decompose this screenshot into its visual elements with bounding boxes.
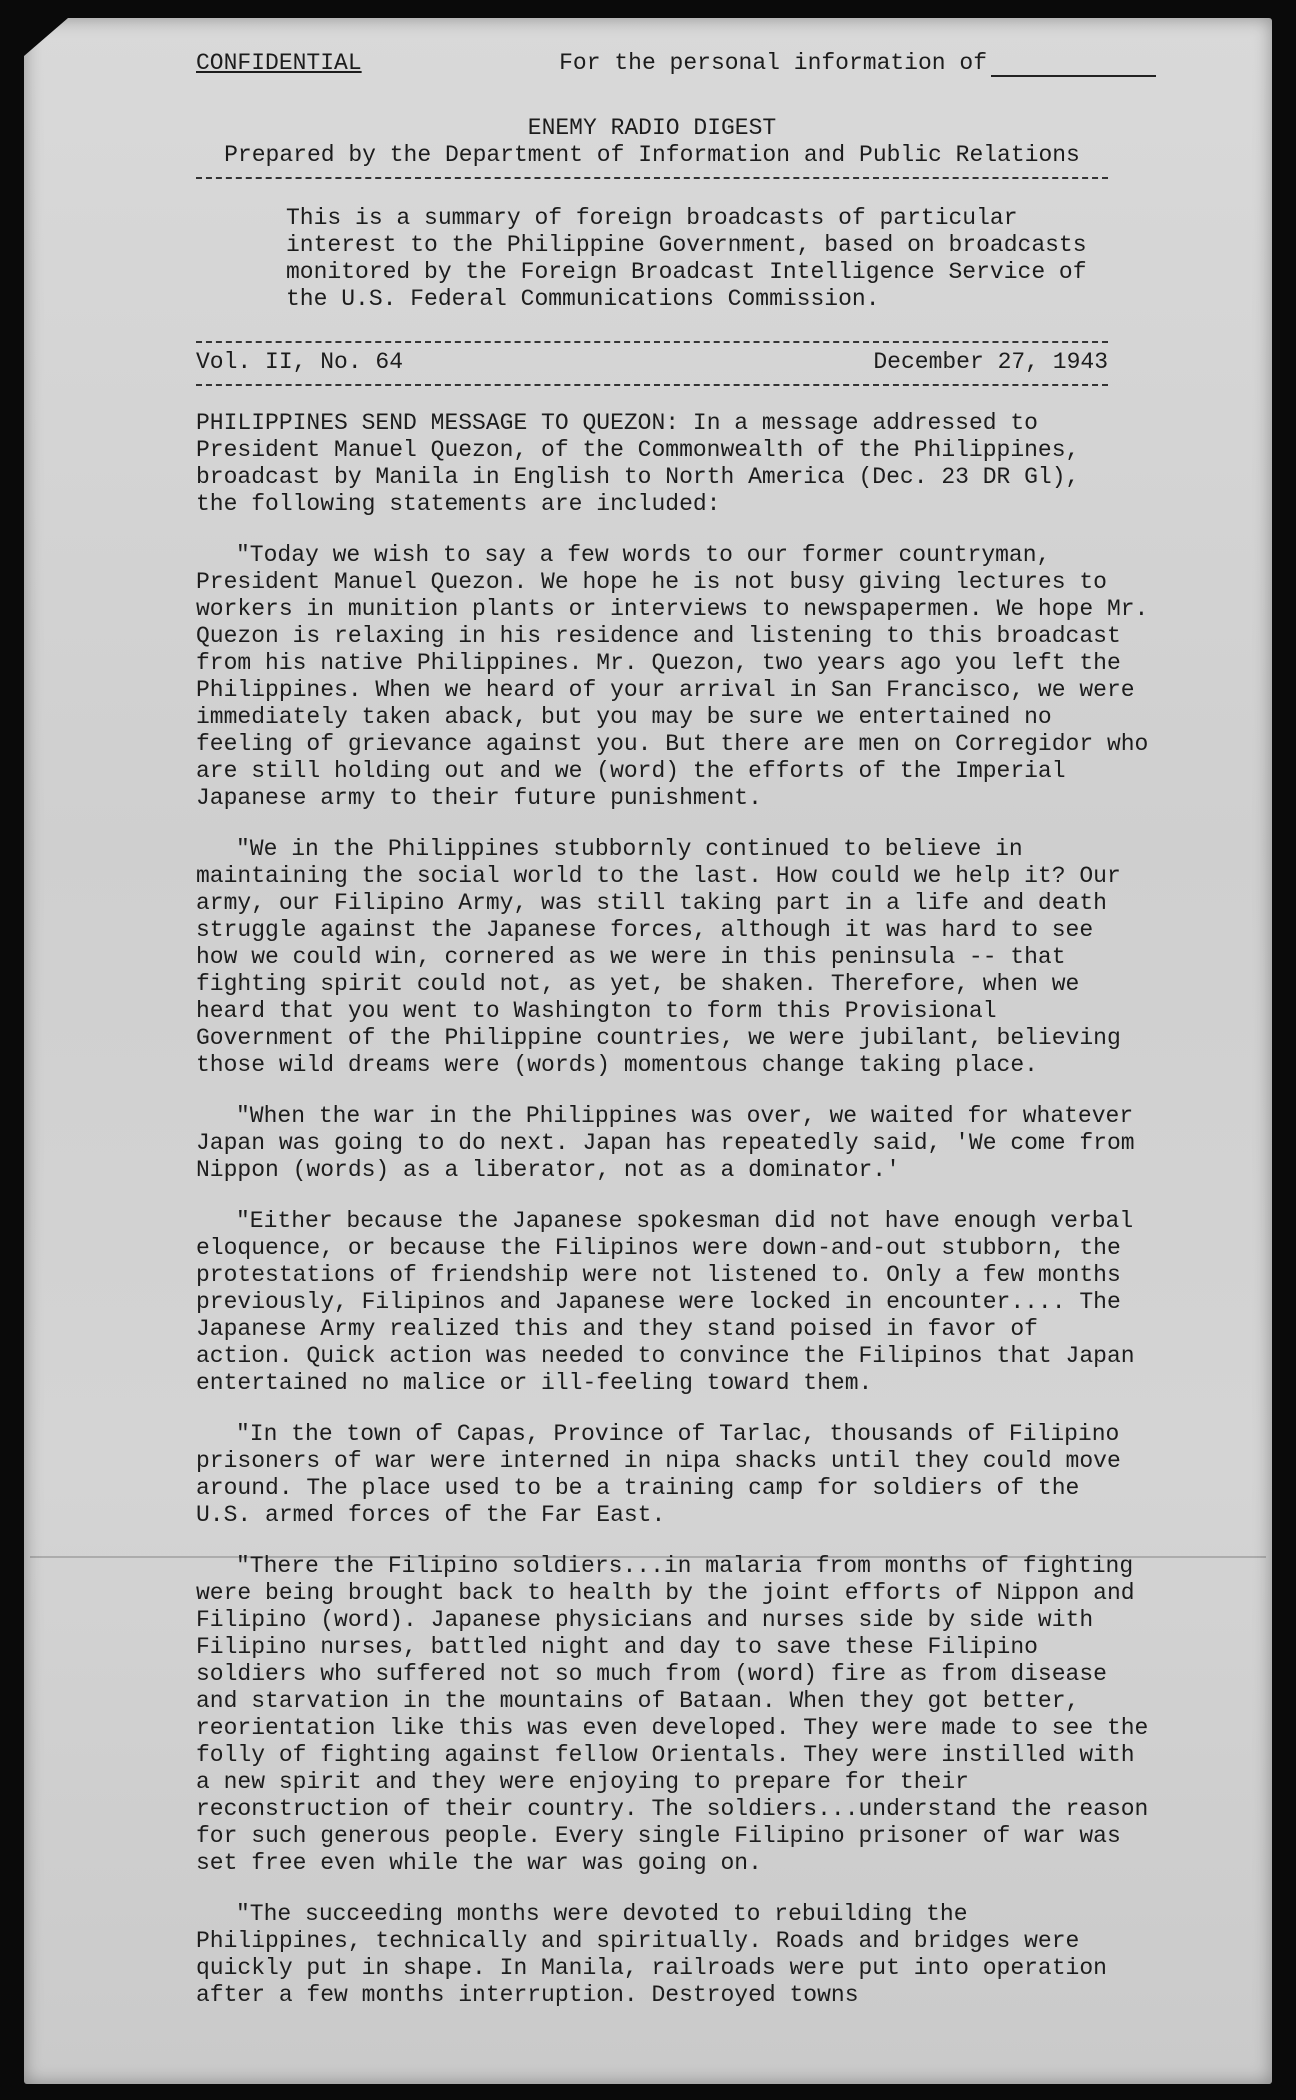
body-paragraph: "There the Filipino soldiers...in malaria from months of fighting were being brought back to health by the joint efforts of Nippon and Filipino (word). Japanese physicians and nurses side by side with Filipino nurses, battled night and day to save these Filipino soldiers who suffered not so much from (word) fire as from disease and starvation in the mountains of Bataan. When they got better, reorientation like this was even developed. They were made to see the folly of fighting against fellow Orientals. They were instilled with a new spirit and they were enjoying to prepare for their reconstruction of their country. The soldiers...understand the reason for such generous people. Every single Filipino prisoner of war was set free even while the war was going on. (196, 1553, 1163, 1876)
document-content (196, 50, 1196, 2009)
lead-paragraph (196, 410, 1116, 518)
intro-paragraph: This is a summary of foreign broadcasts of particular interest to the Philippine Government, based on broadcasts monitored by the Foreign Broadcast Intelligence Service of the U.S. Federal Communications Commission. (286, 205, 1087, 312)
divider (196, 384, 1108, 386)
digest-title: ENEMY RADIO DIGEST (527, 115, 777, 141)
body-paragraph: "We in the Philippines stubbornly continued to believe in maintaining the social world to the last. How could we help it? Our army, our Filipino Army, was still taking part in a life and death struggle against the Japanese forces, although it was hard to see how we could win, cornered as we were in this peninsula -- that fighting spirit could not, as yet, be shaken. Therefore, when we heard that you went to Washington to form this Provisional Government of the Philippine countries, we were jubilant, believing those wild dreams were (words) momentous change taking place. (196, 836, 1135, 1078)
recipient-blank (991, 55, 1156, 77)
divider (196, 341, 1108, 343)
issue-date: December 27, 1943 (873, 349, 1108, 375)
personal-info-label: For the personal information of (559, 50, 987, 76)
divider (196, 177, 1108, 179)
header-row (196, 50, 1196, 77)
body-paragraph: "The succeeding months were devoted to rebuilding the Philippines, technically and spiritually. Roads and bridges were quickly put in shape. In Manila, railroads were put into operation after a few months interruption. Destroyed towns (196, 1901, 1121, 2008)
torn-corner (24, 18, 68, 56)
body-paragraph: "When the war in the Philippines was over, we waited for whatever Japan was going to do next. Japan has repeatedly said, 'We come from Nippon (words) as a liberator, not as a dominator.' (196, 1103, 1149, 1183)
lead-heading: PHILIPPINES SEND MESSAGE TO QUEZON: (196, 410, 680, 436)
body-paragraph: "Today we wish to say a few words to our former countryman, President Manuel Quezon. We hope he is not busy giving lectures to workers in munition plants or interviews to newspapermen. We hope Mr. Quezon is relaxing in his residence and listening to this broadcast from his native Philippines. Mr. Quezon, two years ago you left the Philippines. When we heard of your arrival in San Francisco, we were immediately taken aback, but you may be sure we entertained no feeling of grievance against you. But there are men on Corregidor who are still holding out and we (word) the efforts of the Imperial Japanese army to their future punishment. (196, 542, 1163, 811)
lead-text: In a message addressed to President Manuel Quezon, of the Commonwealth of the Philippines, broadcast by Manila in English to North America (Dec. 23 DR Gl), the following statements are included: (196, 410, 1094, 517)
body-paragraph: "In the town of Capas, Province of Tarlac, thousands of Filipino prisoners of war were interned in nipa shacks until they could move around. The place used to be a training camp for soldiers of the U.S. armed forces of the Far East. (196, 1421, 1135, 1528)
issue-row (196, 349, 1108, 376)
body-paragraph: "Either because the Japanese spokesman did not have enough verbal eloquence, or because the Filipinos were down-and-out stubborn, the protestations of friendship were not listened to. Only a few months previously, Filipinos and Japanese were locked in encounter.... The Japanese Army realized this and they stand poised in favor of action. Quick action was needed to convince the Filipinos that Japan entertained no malice or ill-feeling toward them. (196, 1208, 1149, 1396)
volume-number: Vol. II, No. 64 (196, 349, 404, 375)
confidential-label: CONFIDENTIAL (196, 50, 362, 76)
title-block (196, 115, 1196, 179)
digest-subtitle: Prepared by the Department of Information and Public Relations (224, 142, 1080, 168)
issue-block (196, 341, 1196, 386)
personal-info-line (559, 50, 1156, 77)
